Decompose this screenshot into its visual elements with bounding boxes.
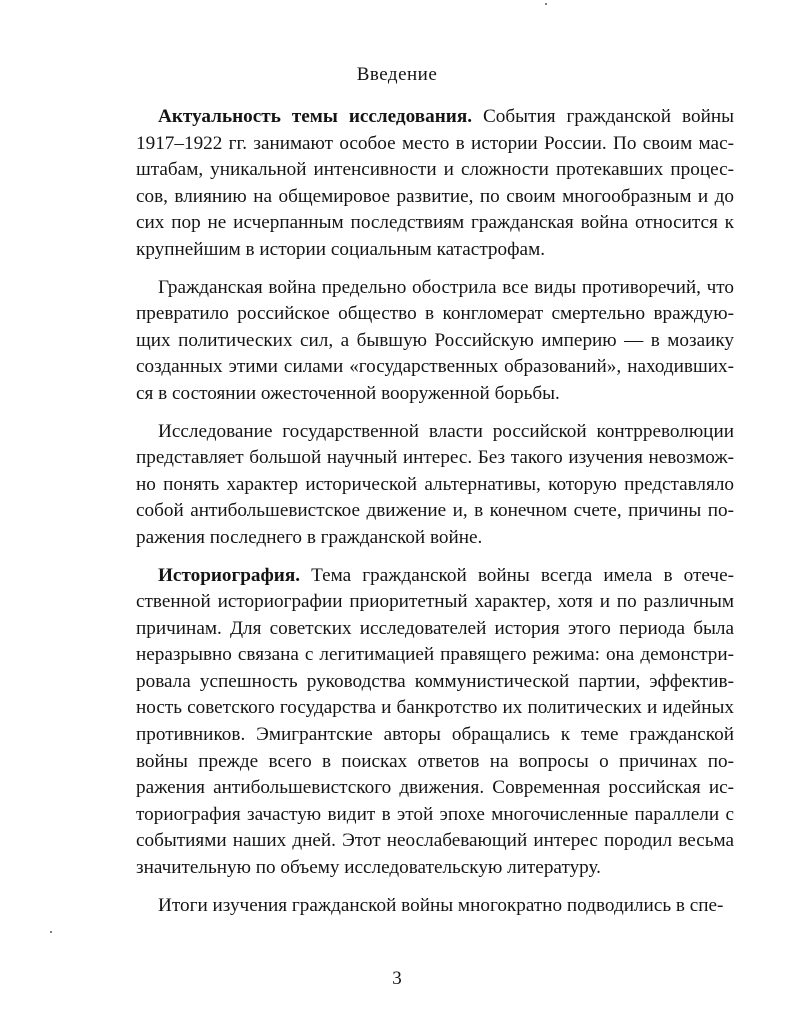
scan-speck: [545, 3, 547, 5]
paragraph-text: Гражданская война предельно обострила все виды противоречий, что превратило российское общество в конгломерат смертельно враждующих политических сил, а бывшую Российскую империю — в мозаику созданных этими силами «государственных образований», находившихся в состоянии ожесточенной вооруженной борьбы.: [136, 276, 734, 404]
page-number-text: 3: [392, 968, 402, 989]
paragraph-lead: Актуальность темы исследования.: [158, 106, 473, 127]
scan-speck: [50, 931, 52, 933]
paragraph-lead: Историография.: [158, 564, 301, 586]
section-heading-text: Введение: [356, 64, 438, 85]
paragraph-contradictions: [136, 275, 734, 408]
paragraph-historiography: [136, 563, 734, 882]
paragraph-text: События гражданской войны 1917–1922 гг. занимают особое место в истории России. По своим масштабам, уникальной интенсивности и сложности протекавших процессов, влиянию на общемировое развитие, по своим многообразным и до сих пор не исчерпанным последствиям гражданская война относится к крупнейшим в истории социальным катастрофам.: [136, 106, 734, 260]
body-text: [136, 104, 734, 930]
paragraph-relevance: [136, 104, 734, 264]
section-heading: [0, 64, 794, 86]
paragraph-text: Исследование государственной власти российской контрреволюции представляет большой научный интерес. Без такого изучения невозможно понять характер исторической альтернативы, которую представляло собой антибольшевистское движение и, в конечном счете, причины поражения последнего в гражданской войне.: [136, 420, 734, 548]
page-number: [0, 968, 794, 990]
paragraph-research-interest: [136, 419, 734, 552]
paragraph-text: Итоги изучения гражданской войны многократно подводились в спе-: [158, 894, 724, 916]
paragraph-results: [136, 893, 734, 920]
paragraph-text: Тема гражданской войны всегда имела в отечественной историографии приоритетный характер, хотя и по различным причинам. Для советских исследователей история этого периода была неразрывно связана с легитимацией правящего режима: она демонстрировала успешность руководства коммунистической партии, эффективность советского государства и банкротство их политических и идейных противников. Эмигрантские авторы обращались к теме гражданской войны прежде всего в поисках ответов на вопросы о причинах поражения антибольшевистского движения. Современная российская историография зачастую видит в этой эпохе многочисленные параллели с событиями наших дней. Этот неослабевающий интерес породил весьма значительную по объему исследовательскую литературу.: [136, 564, 734, 879]
